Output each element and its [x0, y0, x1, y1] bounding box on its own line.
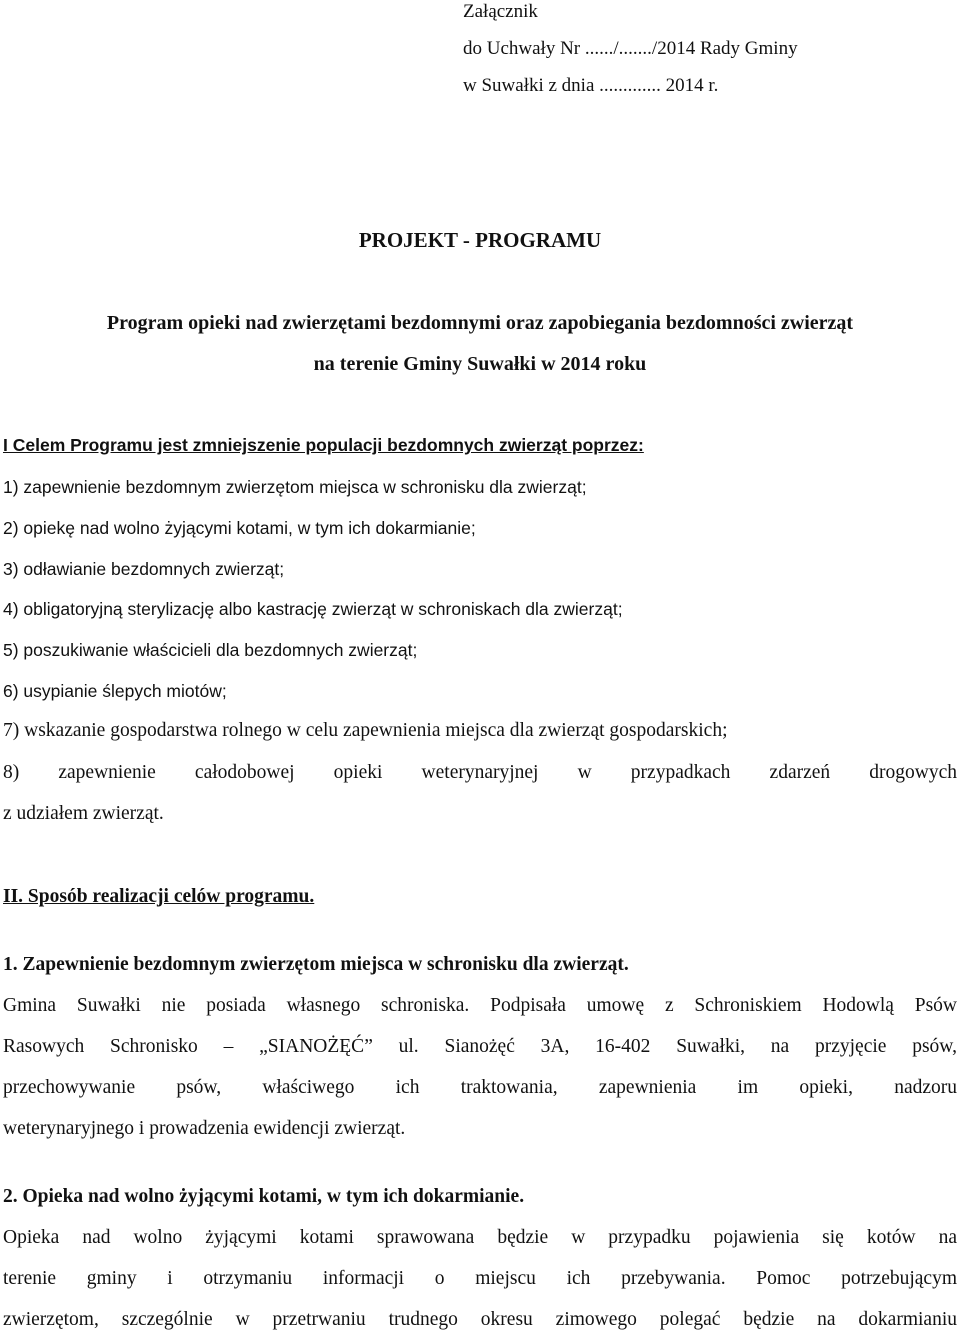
list-item: 6) usypianie ślepych miotów; — [3, 681, 227, 701]
resolution-date: w Suwałki z dnia ............. 2014 r. — [463, 75, 719, 96]
attachment-label: Załącznik — [463, 1, 538, 22]
paragraph-line: przechowywanie psów, właściwego ich traktowania, zapewnienia im opieki, nadzoru — [3, 1077, 957, 1098]
list-item: 5) poszukiwanie właścicieli dla bezdomnych zwierząt; — [3, 640, 418, 660]
paragraph-line: zwierzętom, szczególnie w przetrwaniu trudnego okresu zimowego polegać będzie na dokarmianiu — [3, 1309, 957, 1330]
list-item-continuation: z udziałem zwierząt. — [3, 803, 164, 824]
list-item: 4) obligatoryjną sterylizację albo kastrację zwierząt w schroniskach dla zwierząt; — [3, 599, 623, 619]
paragraph-line: Opieka nad wolno żyjącymi kotami sprawowana będzie w przypadku pojawienia się kotów na — [3, 1227, 957, 1248]
list-item: 1) zapewnienie bezdomnym zwierzętom miejsca w schronisku dla zwierząt; — [3, 477, 587, 497]
program-title-line-2: na terenie Gminy Suwałki w 2014 roku — [313, 353, 647, 375]
section-1-heading: I Celem Programu jest zmniejszenie populacji bezdomnych zwierząt poprzez: — [3, 435, 644, 455]
list-item: 7) wskazanie gospodarstwa rolnego w celu zapewnienia miejsca dla zwierząt gospodarskich; — [3, 720, 728, 741]
paragraph-line: Rasowych Schronisko – „SIANOŻĘĆ” ul. Sianożęć 3A, 16-402 Suwałki, na przyjęcie psów, — [3, 1036, 957, 1057]
subsection-2-heading: 2. Opieka nad wolno żyjącymi kotami, w tym ich dokarmianie. — [3, 1186, 525, 1207]
paragraph-line: terenie gminy i otrzymaniu informacji o miejscu ich przebywania. Pomoc potrzebującym — [3, 1268, 957, 1289]
paragraph-line: Gmina Suwałki nie posiada własnego schroniska. Podpisała umowę z Schroniskiem Hodowlą Psów — [3, 995, 957, 1016]
program-title-line-1: Program opieki nad zwierzętami bezdomnymi oraz zapobiegania bezdomności zwierząt — [106, 312, 854, 334]
list-item: 8) zapewnienie całodobowej opieki weterynaryjnej w przypadkach zdarzeń drogowych — [3, 762, 957, 783]
list-item: 3) odławianie bezdomnych zwierząt; — [3, 559, 285, 579]
subsection-1-heading: 1. Zapewnienie bezdomnym zwierzętom miejsca w schronisku dla zwierząt. — [3, 954, 629, 975]
resolution-number: do Uchwały Nr ....../......./2014 Rady Gminy — [463, 38, 798, 59]
section-2-heading: II. Sposób realizacji celów programu. — [3, 886, 315, 907]
paragraph-line: weterynaryjnego i prowadzenia ewidencji zwierząt. — [3, 1118, 406, 1139]
document-title: PROJEKT - PROGRAMU — [358, 228, 602, 252]
list-item: 2) opiekę nad wolno żyjącymi kotami, w tym ich dokarmianie; — [3, 518, 476, 538]
